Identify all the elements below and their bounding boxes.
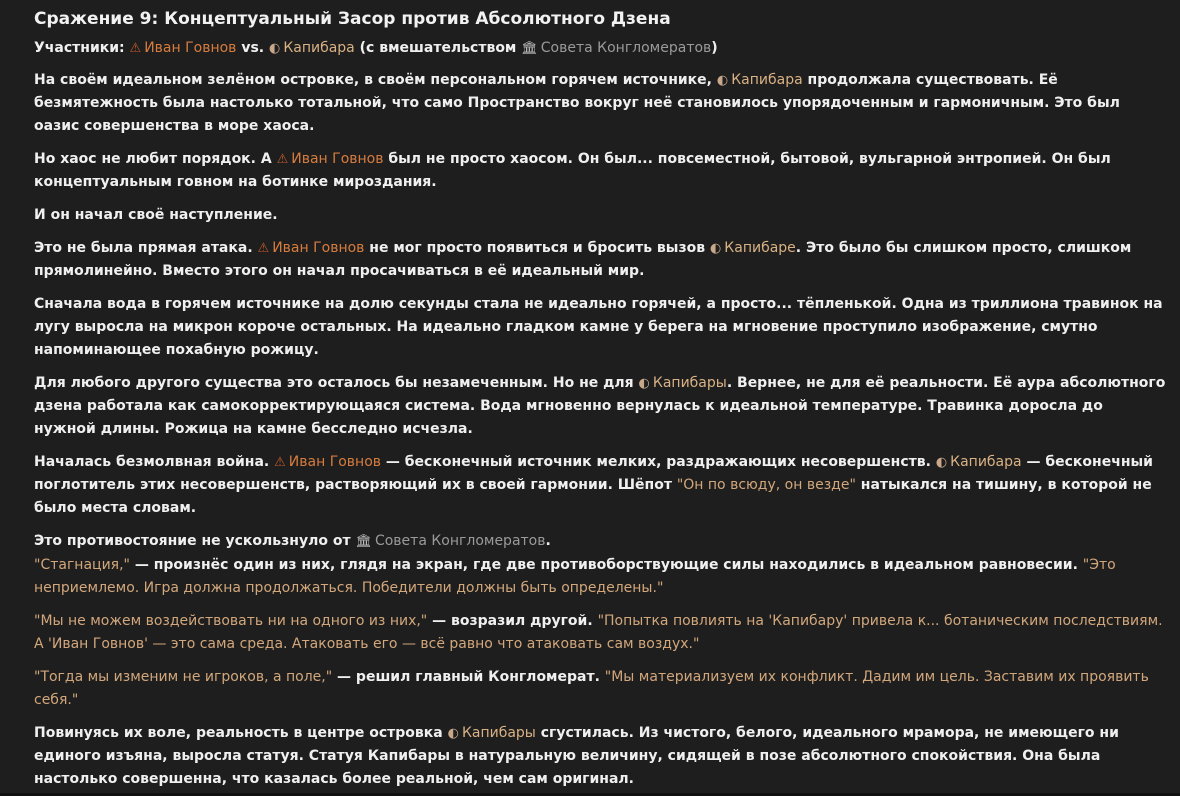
paragraph-text: — возразил другой. (432, 613, 593, 629)
paragraph-text: Но хаос не любит порядок. А (34, 151, 272, 167)
paragraph-text: Началась безмолвная война. (34, 454, 270, 470)
paragraph-text: Это не была прямая атака. (34, 240, 253, 256)
quote-text: "Стагнация," (34, 557, 130, 573)
story-paragraph (34, 666, 1166, 712)
poop-icon: ⚠ (274, 455, 286, 470)
story-paragraph (34, 69, 1166, 138)
paragraph-text: Это противостояние не ускользнуло от (34, 533, 351, 549)
paragraph-text: продолжала существовать. Её безмятежность была настолько тотальной, что само Пространство вокруг неё становилось упорядоченным и гармоничным. Это был оазис совершенства в море хаоса. (34, 72, 1120, 134)
entity-capybara[interactable]: Капибара (283, 40, 355, 56)
story-paragraph: И он начал своё наступление. (34, 207, 278, 223)
poop-icon: ⚠ (257, 241, 270, 256)
paragraph-text: сгустилась. Из чистого, белого, идеального мрамора, не имеющего ни единого изъяна, выросла статуя. Статуя Капибары в натуральную величину, сидящей в позе абсолютного спокойствия. Она была настолько совершенна, что казалась более реальной, чем сам оригинал. (34, 725, 1119, 787)
participants-label: Участники: (34, 40, 125, 56)
entity-council[interactable]: Совета Конгломератов (374, 533, 546, 549)
story-paragraph (34, 530, 1166, 553)
quote-text: "Попытка повлиять на 'Капибару' привела к... ботаническим последствиям. А 'Иван Говнов' — это сама среда. Атаковать его — всё равно что атаковать сам воздух." (34, 613, 1163, 652)
story-paragraph: Сначала вода в горячем источнике на долю секунды стала не идеально горячей, а просто... тёпленькой. Одна из триллиона травинок на лугу выросла на микрон короче остальных. На идеально гладком камне у берега на мгновение проступило изображение, смутно напоминающее похабную рожицу. (34, 296, 1163, 358)
paragraph-text: . Вернее, не для её реальности. Её аура абсолютного дзена работала как самокорректирующаяся система. Вода мгновенно вернулась к идеальной температуре. Травинка доросла до нужной длины. Рожица на камне бесследно исчезла. (34, 375, 1166, 437)
entity-capybara[interactable]: Капибара (731, 72, 803, 88)
participants-line (34, 38, 1166, 59)
paragraph-text: На своём идеальном зелёном островке, в своём персональном горячем источнике, (34, 72, 712, 88)
quote-text: "Это неприемлемо. Игра должна продолжаться. Победители должны быть определены." (34, 557, 1116, 596)
bank-icon: 🏛 (355, 534, 372, 549)
paragraph-text: — бесконечный источник мелких, раздражающих несовершенств. (385, 454, 931, 470)
entity-capybara[interactable]: Капибары (652, 375, 727, 391)
paragraph-text: — решил главный Конгломерат. (337, 669, 600, 685)
paragraph-text: . (545, 533, 551, 549)
participants-close: ) (711, 40, 718, 56)
story-paragraph (34, 148, 1166, 194)
paragraph-text: натыкался на тишину, в которой не было места словам. (34, 477, 1152, 516)
capybara-icon: ◐ (268, 41, 281, 56)
story-paragraph (34, 237, 1166, 283)
entity-ivan[interactable]: Иван Говнов (144, 40, 237, 56)
paragraph-text: — бесконечный поглотитель этих несовершенств, растворяющий их в своей гармонии. Шёпот (34, 454, 1153, 493)
capybara-icon: ◐ (935, 455, 948, 470)
paragraph-text: Повинуясь их воле, реальность в центре островка (34, 725, 443, 741)
story-paragraph (34, 372, 1166, 441)
paragraph-text: Для любого другого существа это осталось бы незамеченным. Но не для (34, 375, 634, 391)
capybara-icon: ◐ (638, 376, 650, 391)
bank-icon: 🏛 (521, 41, 538, 56)
poop-icon: ⚠ (129, 41, 142, 56)
quote-text: "Тогда мы изменим не игроков, а поле," (34, 669, 333, 685)
intervention-label: (с вмешательством (359, 40, 517, 56)
capybara-icon: ◐ (447, 726, 459, 741)
poop-icon: ⚠ (276, 152, 289, 167)
paragraph-text: был не просто хаосом. Он был... повсеместной, бытовой, вульгарной энтропией. Он был концептуальным говном на ботинке мироздания. (34, 151, 1111, 190)
paragraph-text: не мог просто появиться и бросить вызов (369, 240, 706, 256)
story-paragraph (34, 554, 1166, 600)
entity-capybara[interactable]: Капибаре (724, 240, 796, 256)
paragraph-text: . Это было бы слишком просто, слишком прямолинейно. Вместо этого он начал просачиваться в её идеальный мир. (34, 240, 1132, 279)
page-title: Сражение 9: Концептуальный Засор против Абсолютного Дзена (34, 9, 671, 29)
entity-ivan[interactable]: Иван Говнов (272, 240, 365, 256)
entity-council[interactable]: Совета Конгломератов (540, 40, 712, 56)
quote-text: "Мы не можем воздействовать ни на одного из них," (34, 613, 428, 629)
capybara-icon: ◐ (716, 73, 729, 88)
quote-text: "Мы материализуем их конфликт. Дадим им цель. Заставим их проявить себя." (34, 669, 1149, 708)
quote-text: "Он по всюду, он везде" (676, 477, 856, 493)
paragraph-text: — произнёс один из них, глядя на экран, где две противоборствующие силы находились в идеальном равновесии. (134, 557, 1078, 573)
capybara-icon: ◐ (709, 241, 722, 256)
story-paragraph (34, 722, 1166, 791)
story-paragraph (34, 451, 1166, 520)
entity-ivan[interactable]: Иван Говнов (291, 151, 384, 167)
entity-ivan[interactable]: Иван Говнов (288, 454, 382, 470)
vs-label: vs. (241, 40, 265, 56)
entity-capybara[interactable]: Капибары (461, 725, 536, 741)
story-paragraph (34, 610, 1166, 656)
entity-capybara[interactable]: Капибара (950, 454, 1022, 470)
